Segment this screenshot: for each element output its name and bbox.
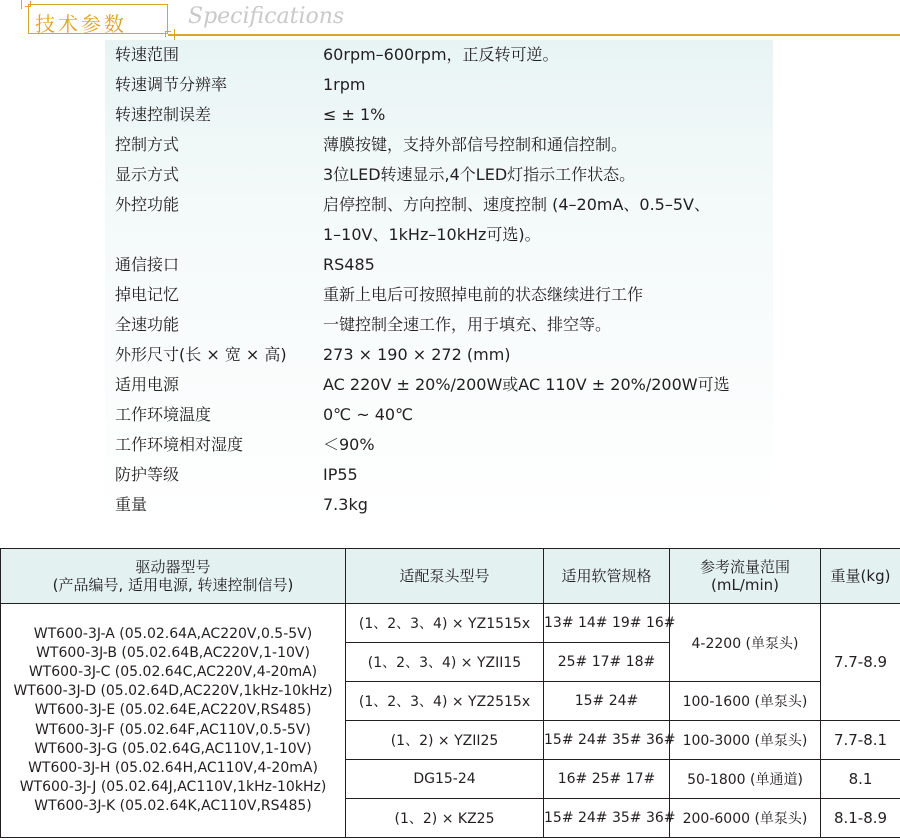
- flow-cell: 200-6000 (单泵头): [670, 799, 821, 838]
- flow-cell: 4-2200 (单泵头): [670, 604, 821, 682]
- pumphead-cell: (1、2、3、4) × YZII15: [346, 643, 544, 682]
- model-item: WT600-3J-G (05.02.64G,AC110V,1-10V): [34, 740, 312, 757]
- pumphead-cell: (1、2、3、4) × YZ1515x: [346, 604, 544, 643]
- spec-list: [105, 40, 773, 522]
- flow-cell: 100-3000 (单泵头): [670, 721, 821, 760]
- spec-value: 7.3kg: [323, 495, 368, 514]
- model-item: WT600-3J-B (05.02.64B,AC220V,1-10V): [36, 645, 310, 662]
- spec-value: 启停控制、方向控制、速度控制 (4–20mA、0.5–5V、: [323, 195, 710, 214]
- spec-value: 一键控制全速工作，用于填充、排空等。: [323, 315, 612, 334]
- spec-label: 控制方式: [115, 135, 180, 154]
- spec-value: 重新上电后可按照掉电前的状态继续进行工作: [323, 285, 644, 304]
- header-pumphead: 适配泵头型号: [346, 549, 544, 604]
- spec-label: 外形尺寸(长 × 宽 × 高): [115, 345, 287, 364]
- model-item: WT600-3J-K (05.02.64K,AC110V,RS485): [34, 797, 312, 814]
- spec-label: 转速范围: [115, 45, 180, 64]
- section-title-box: [28, 4, 168, 34]
- tubing-cell: 13# 14# 19# 16#: [544, 604, 670, 643]
- model-item: WT600-3J-C (05.02.64C,AC220V,4-20mA): [28, 664, 318, 681]
- spec-value: AC 220V ± 20%/200W或AC 110V ± 20%/200W可选: [323, 375, 730, 394]
- header-flow: 参考流量范围 (mL/min): [670, 549, 821, 604]
- spec-label: 显示方式: [115, 165, 180, 184]
- weight-cell: 8.1-8.9: [821, 799, 900, 838]
- spec-value: RS485: [323, 255, 375, 274]
- spec-label: 工作环境温度: [115, 405, 212, 424]
- flow-cell: 100-1600 (单泵头): [670, 682, 821, 721]
- header-divider: [168, 34, 900, 36]
- model-item: WT600-3J-H (05.02.64H,AC110V,4-20mA): [28, 759, 318, 776]
- spec-label: 全速功能: [115, 315, 180, 334]
- spec-value: ≤ ± 1%: [323, 105, 386, 124]
- section-header: [0, 0, 900, 40]
- spec-value: ＜90%: [323, 435, 375, 454]
- spec-value: 0℃ ~ 40℃: [323, 405, 414, 424]
- model-table: [0, 548, 900, 838]
- tubing-cell: 15# 24#: [544, 682, 670, 721]
- tubing-cell: 15# 24# 35# 36#: [544, 799, 670, 838]
- spec-label: 防护等级: [115, 465, 180, 484]
- spec-value: IP55: [323, 465, 358, 484]
- header-tubing: 适用软管规格: [544, 549, 670, 604]
- spec-value: 273 × 190 × 272 (mm): [323, 345, 511, 364]
- spec-label: 工作环境相对湿度: [115, 435, 244, 454]
- flow-cell: 50-1800 (单通道): [670, 760, 821, 799]
- header-weight: 重量(kg): [821, 549, 900, 604]
- model-item: WT600-3J-D (05.02.64D,AC220V,1kHz-10kHz): [13, 683, 333, 700]
- pumphead-cell: (1、2、3、4) × YZ2515x: [346, 682, 544, 721]
- pumphead-cell: (1、2) × KZ25: [346, 799, 544, 838]
- weight-cell: 7.7-8.1: [821, 721, 900, 760]
- spec-value: 薄膜按键，支持外部信号控制和通信控制。: [323, 135, 628, 154]
- spec-value: 1rpm: [323, 75, 366, 94]
- spec-value-continued: 1–10V、1kHz–10kHz可选)。: [323, 225, 541, 244]
- weight-cell: 7.7-8.9: [821, 604, 900, 721]
- spec-value: 60rpm–600rpm，正反转可逆。: [323, 45, 559, 64]
- spec-label: 转速调节分辨率: [115, 75, 228, 94]
- tubing-cell: 25# 17# 18#: [544, 643, 670, 682]
- pumphead-cell: DG15-24: [346, 760, 544, 799]
- spec-label: 通信接口: [115, 255, 180, 274]
- spec-label: 重量: [115, 495, 148, 514]
- spec-value: 3位LED转速显示,4个LED灯指示工作状态。: [323, 165, 636, 184]
- spec-label: 适用电源: [115, 375, 180, 394]
- spec-label: 外控功能: [115, 195, 180, 214]
- weight-cell: 8.1: [821, 760, 900, 799]
- pumphead-cell: (1、2) × YZII25: [346, 721, 544, 760]
- spec-label: 掉电记忆: [115, 285, 180, 304]
- section-subtitle: Specifications: [188, 4, 345, 29]
- tubing-cell: 15# 24# 35# 36#: [544, 721, 670, 760]
- header-model: 驱动器型号 (产品编号, 适用电源, 转速控制信号): [1, 549, 346, 604]
- model-item: WT600-3J-E (05.02.64E,AC220V,RS485): [34, 702, 312, 719]
- tubing-cell: 16# 25# 17#: [544, 760, 670, 799]
- corner-ornament: [25, 1, 31, 7]
- model-list-cell: [1, 604, 346, 838]
- model-item: WT600-3J-A (05.02.64A,AC220V,0.5-5V): [33, 626, 313, 643]
- table-header-row: [1, 549, 900, 604]
- table-row: [1, 604, 900, 643]
- model-item: WT600-3J-J (05.02.64J,AC110V,1kHz-10kHz): [19, 778, 327, 795]
- section-title: 技术参数: [35, 12, 127, 36]
- model-item: WT600-3J-F (05.02.64F,AC110V,0.5-5V): [35, 721, 311, 738]
- spec-label: 转速控制误差: [115, 105, 212, 124]
